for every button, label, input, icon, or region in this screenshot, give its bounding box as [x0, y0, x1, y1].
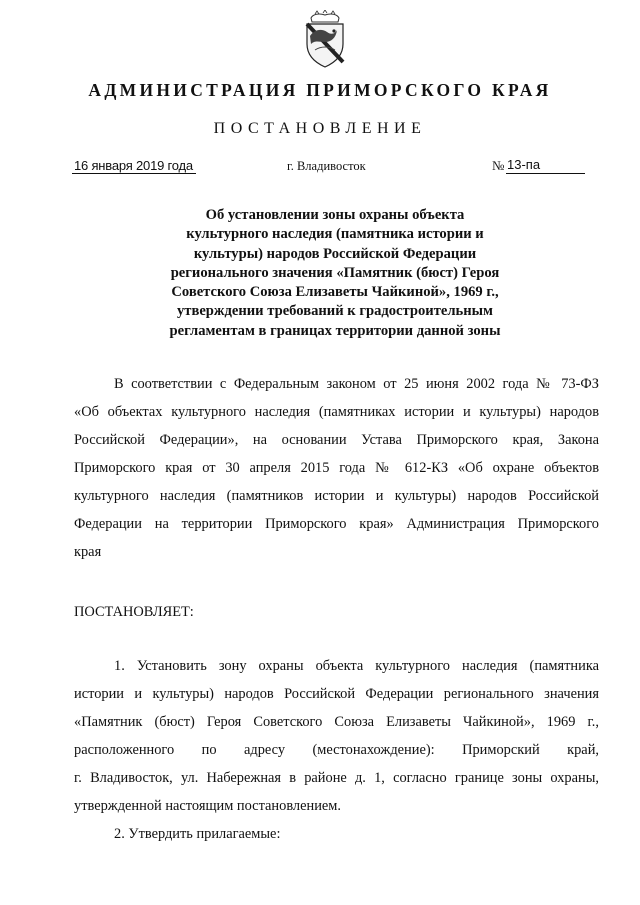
number-underline [506, 173, 585, 174]
resolves-heading: ПОСТАНОВЛЯЕТ: [74, 604, 194, 620]
item-1-line: 1. Установить зону охраны объекта культурного наследия (памятника [114, 658, 599, 674]
document-city: г. Владивосток [287, 159, 366, 173]
coat-of-arms-emblem [301, 10, 349, 70]
item-1-line: утвержденной настоящим постановлением. [74, 798, 341, 814]
date-underline [72, 173, 196, 174]
title-line: Советского Союза Елизаветы Чайкиной», 1969 г., [171, 284, 499, 301]
item-1-line: истории и культуры) народов Российской Федерации регионального значения [74, 686, 599, 702]
document-date: 16 января 2019 года [74, 158, 193, 173]
document-type: ПОСТАНОВЛЕНИЕ [213, 120, 427, 137]
preamble-line: «Об объектах культурного наследия (памятниках истории и культуры) народов [74, 404, 599, 420]
title-line: регламентам в границах территории данной зоны [169, 322, 501, 339]
preamble-line: культурного наследия (памятников истории и культуры) народов Российской [74, 488, 599, 504]
title-line: культурного наследия (памятника истории и [186, 226, 484, 243]
title-line: утверждении требований к градостроительным [176, 303, 493, 320]
preamble-line: Приморского края от 30 апреля 2015 года № 612-КЗ «Об охране объектов [74, 460, 599, 476]
document-title [135, 206, 535, 341]
preamble-line: В соответствии с Федеральным законом от 25 июня 2002 года № 73-ФЗ [114, 376, 599, 392]
item-1-line: «Памятник (бюст) Героя Советского Союза Елизаветы Чайкиной», 1969 г., [74, 714, 599, 730]
item-2-line: 2. Утвердить прилагаемые: [114, 826, 281, 842]
title-line: Об установлении зоны охраны объекта [205, 207, 465, 223]
document-number: 13-па [507, 157, 541, 172]
preamble-line: Федерации на территории Приморского края» Администрация Приморского [74, 516, 599, 532]
title-line: культуры) народов Российской Федерации [193, 245, 477, 262]
item-1-line: расположенного по адресу (местонахождение): Приморский край, [74, 742, 599, 758]
preamble-line: Российской Федерации», на основании Устава Приморского края, Закона [74, 432, 599, 448]
preamble-line: края [74, 544, 102, 560]
item-1-line: г. Владивосток, ул. Набережная в районе д. 1, согласно границе зоны охраны, [74, 770, 599, 786]
title-line: регионального значения «Памятник (бюст) Героя [170, 264, 500, 281]
organization-name: АДМИНИСТРАЦИЯ ПРИМОРСКОГО КРАЯ [88, 80, 552, 100]
number-sign: № [492, 158, 505, 173]
